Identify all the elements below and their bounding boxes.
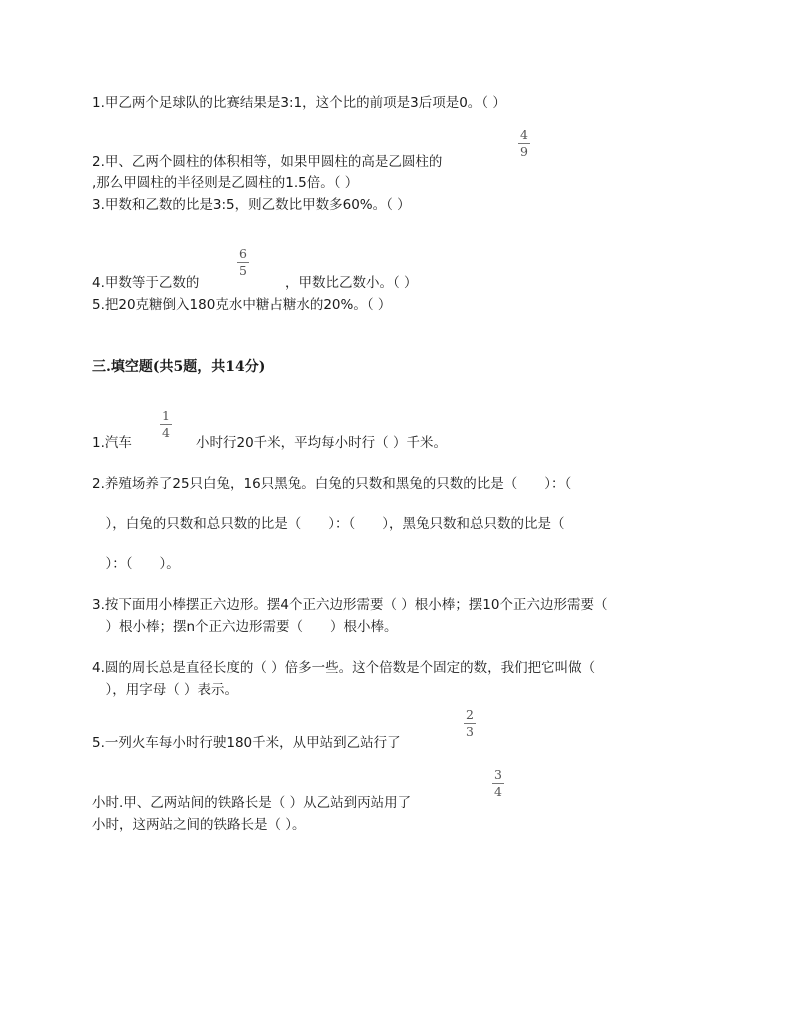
fill-question-2-line-3: ）：（ ）。 bbox=[92, 556, 180, 572]
fraction-denominator: 3 bbox=[466, 724, 474, 739]
fraction-denominator: 4 bbox=[162, 425, 170, 440]
fill-question-4-line-1: 4.圆的周长总是直径长度的（ ）倍多一些。这个倍数是个固定的数，我们把它叫做（ bbox=[92, 660, 596, 676]
judge-question-4-end: ，甲数比乙数小。（ ） bbox=[285, 275, 418, 291]
judge-question-2-line-1: 2.甲、乙两个圆柱的体积相等，如果甲圆柱的高是乙圆柱的 bbox=[92, 154, 443, 170]
fraction-3-4 bbox=[491, 768, 505, 799]
fraction-numerator: 2 bbox=[466, 707, 474, 722]
fraction-numerator: 3 bbox=[494, 767, 502, 782]
fill-question-3-line-2: ）根小棒；摆n个正六边形需要（ ）根小棒。 bbox=[92, 619, 398, 635]
fill-question-5-line-2: 小时.甲、乙两站间的铁路长是（ ）从乙站到丙站用了 bbox=[92, 795, 412, 811]
fill-question-5-line-3: 小时，这两站之间的铁路长是（ ）。 bbox=[92, 817, 306, 833]
fraction-4-9 bbox=[517, 128, 531, 159]
fraction-denominator: 5 bbox=[239, 263, 247, 278]
fill-question-5-line-1: 5.一列火车每小时行驶180千米，从甲站到乙站行了 bbox=[92, 735, 401, 751]
judge-question-1: 1.甲乙两个足球队的比赛结果是3:1，这个比的前项是3后项是0。（ ） bbox=[92, 95, 506, 111]
fill-question-1-end: 小时行20千米，平均每小时行（ ）千米。 bbox=[196, 435, 447, 451]
fraction-2-3 bbox=[463, 708, 477, 739]
section-heading-fill-in: 三.填空题(共5题，共14分) bbox=[92, 359, 266, 375]
judge-question-5: 5.把20克糖倒入180克水中糖占糖水的20%。（ ） bbox=[92, 297, 392, 313]
fraction-1-4 bbox=[159, 409, 173, 440]
fill-question-1-start: 1.汽车 bbox=[92, 435, 132, 451]
judge-question-2-line-2: ,那么甲圆柱的半径则是乙圆柱的1.5倍。（ ） bbox=[92, 175, 359, 191]
fraction-denominator: 9 bbox=[520, 144, 528, 159]
fraction-numerator: 6 bbox=[239, 246, 247, 261]
fill-question-3-line-1: 3.按下面用小棒摆正六边形。摆4个正六边形需要（ ）根小棒；摆10个正六边形需要（ bbox=[92, 597, 608, 613]
judge-question-3: 3.甲数和乙数的比是3:5，则乙数比甲数多60%。（ ） bbox=[92, 197, 411, 213]
fraction-6-5 bbox=[236, 247, 250, 278]
fraction-denominator: 4 bbox=[494, 784, 502, 799]
judge-question-4-start: 4.甲数等于乙数的 bbox=[92, 275, 200, 291]
fill-question-2-line-1: 2.养殖场养了25只白兔，16只黑兔。白兔的只数和黑兔的只数的比是（ ）：（ bbox=[92, 476, 572, 492]
fill-question-4-line-2: ），用字母（ ）表示。 bbox=[92, 682, 239, 698]
fill-question-2-line-2: ），白兔的只数和总只数的比是（ ）：（ ），黑兔只数和总只数的比是（ bbox=[92, 516, 565, 532]
fraction-numerator: 1 bbox=[162, 408, 170, 423]
fraction-numerator: 4 bbox=[520, 127, 528, 142]
